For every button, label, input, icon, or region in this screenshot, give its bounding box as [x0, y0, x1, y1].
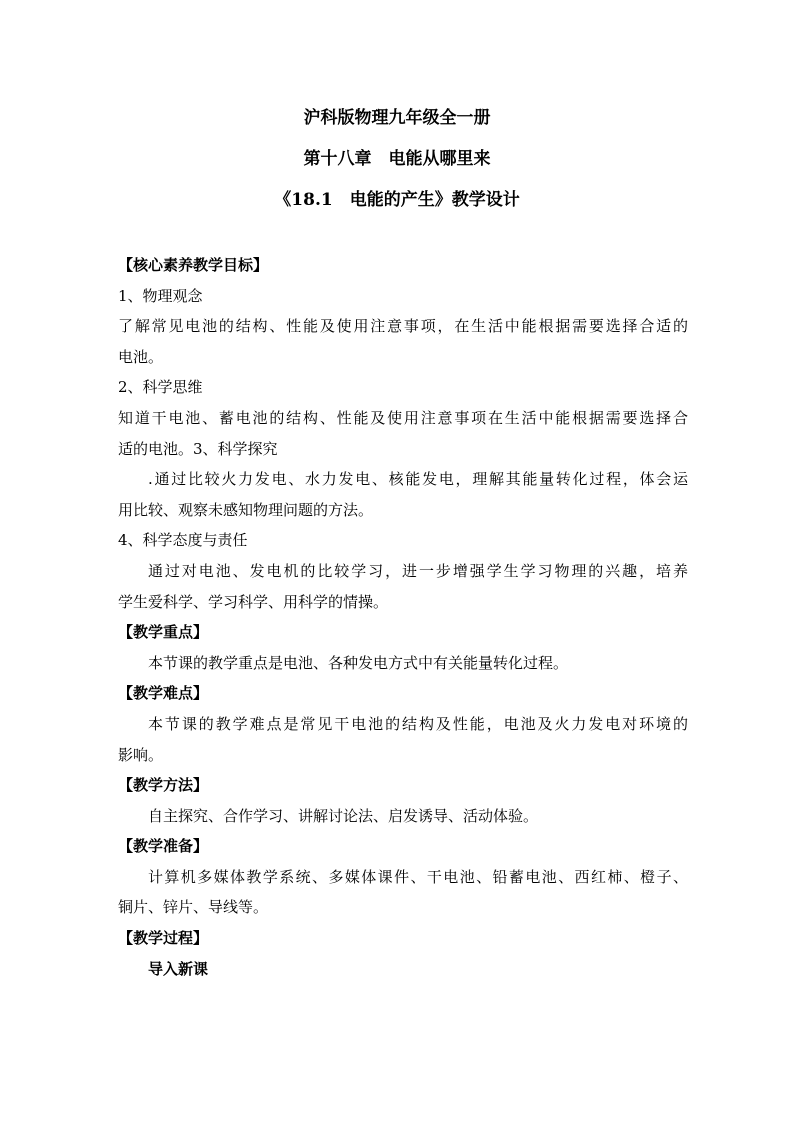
subheading-attitude-responsibility: 4、科学态度与责任	[118, 531, 248, 550]
paragraph-line: 用比较、观察未感知物理问题的方法。	[118, 500, 374, 519]
paragraph-line: 学生爱科学、学习科学、用科学的情操。	[118, 592, 389, 611]
chapter-title: 第十八章 电能从哪里来	[303, 149, 491, 169]
section-heading-key-points: 【教学重点】	[118, 623, 209, 642]
section-heading-difficulties: 【教学难点】	[118, 684, 209, 703]
document-title: 沪科版物理九年级全一册	[303, 108, 491, 128]
paragraph-line: 本节课的教学重点是电池、各种发电方式中有关能量转化过程。	[148, 653, 569, 672]
paragraph-line: 电池。	[118, 347, 164, 366]
subheading-introduction: 导入新课	[148, 959, 209, 978]
paragraph-line: 知道干电池、蓄电池的结构、性能及使用注意事项在生活中能根据需要选择合	[118, 408, 688, 427]
subheading-physics-concept: 1、物理观念	[118, 286, 203, 305]
paragraph-line: 铜片、锌片、导线等。	[118, 898, 269, 917]
section-heading-preparation: 【教学准备】	[118, 837, 209, 856]
section-heading-methods: 【教学方法】	[118, 776, 209, 795]
paragraph-line: 影响。	[118, 745, 164, 764]
paragraph-line: 本节课的教学难点是常见干电池的结构及性能，电池及火力发电对环境的	[148, 714, 688, 733]
paragraph-line: 了解常见电池的结构、性能及使用注意事项，在生活中能根据需要选择合适的	[118, 317, 688, 336]
lesson-title: 《18.1 电能的产生》教学设计	[274, 190, 520, 210]
paragraph-line: 通过对电池、发电机的比较学习，进一步增强学生学习物理的兴趣，培养	[148, 561, 688, 580]
paragraph-line: 计算机多媒体教学系统、多媒体课件、干电池、铅蓄电池、西红柿、橙子、	[148, 867, 688, 886]
paragraph-line: 适的电池。3、科学探究	[118, 439, 278, 458]
subheading-scientific-thinking: 2、科学思维	[118, 378, 203, 397]
paragraph-line: 自主探究、合作学习、讲解讨论法、启发诱导、活动体验。	[148, 806, 539, 825]
document-body	[118, 250, 688, 984]
section-heading-core-goals: 【核心素养教学目标】	[118, 256, 269, 274]
section-heading-process: 【教学过程】	[118, 929, 209, 948]
paragraph-line: .通过比较火力发电、水力发电、核能发电，理解其能量转化过程，体会运	[148, 470, 688, 489]
